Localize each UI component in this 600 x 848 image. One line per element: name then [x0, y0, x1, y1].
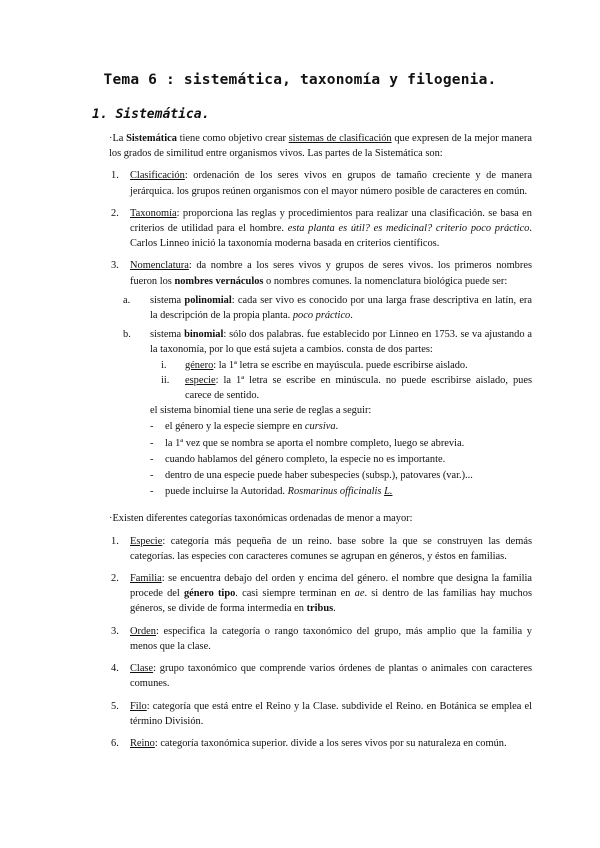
list-text: : la 1ª letra se escribe en mayúscula. puede escribirse aislado. — [213, 359, 468, 371]
list-term: Familia — [130, 573, 162, 585]
rule-item — [150, 436, 532, 451]
dash-bullet: - — [150, 437, 154, 449]
list-text: . Carlos Linneo inició la taxonomía moderna basada en criterios científicos. — [130, 223, 532, 250]
dash-bullet: - — [150, 470, 154, 482]
list-text: : grupo taxonómico que comprende varios órdenes de plantas o animales con caracteres comunes. — [130, 663, 532, 690]
list-item-clase — [109, 661, 532, 691]
dash-bullet: - — [150, 486, 154, 498]
list-number: 1. — [111, 535, 119, 547]
rule-text: el género y la especie siempre en — [165, 421, 305, 433]
list-number: 1. — [111, 170, 119, 182]
list-number: 3. — [111, 625, 119, 637]
intro-text: ·La — [109, 133, 127, 144]
intro-bold-term: Sistemática — [126, 133, 177, 144]
list-term: Filo — [130, 700, 147, 712]
list-item-taxonomia — [109, 206, 532, 252]
list-item-orden — [109, 624, 532, 654]
rule-italic-text: cursiva — [304, 421, 336, 433]
list-item-especie-category — [109, 534, 532, 564]
intro-text: tiene como objetivo crear — [176, 133, 289, 144]
list-text: . casi siempre terminan en — [235, 588, 355, 600]
list-number: 3. — [111, 260, 119, 272]
nomenclature-types-list — [109, 293, 532, 403]
list-text: : categoría que está entre el Reino y la Clase. subdivide el Reino. en Botánica se emplea el término División. — [130, 700, 532, 727]
list-bold-text: género tipo — [183, 588, 236, 600]
list-text: . — [350, 310, 353, 322]
dash-bullet: - — [150, 453, 154, 465]
list-text: : categoría más pequeña de un reino. base sobre la que se construyen las demás categorías. las especies con caracteres comunes se agrupan en géneros, y éstos en familias. — [130, 535, 532, 562]
list-item-polinomial — [109, 293, 532, 323]
list-italic-text: poco práctico — [292, 310, 351, 322]
list-roman-number: ii. — [161, 374, 170, 386]
list-number: 5. — [111, 700, 119, 712]
list-term: Nomenclatura — [130, 260, 189, 272]
list-term: Orden — [130, 625, 156, 637]
list-text: : ordenación de los seres vivos en grupos de tamaño creciente y de manera jerárquica. los grupos reúnen organismos con el mayor número posible de caracteres en común. — [130, 170, 532, 197]
list-text: sistema — [150, 294, 185, 306]
rule-item — [150, 484, 532, 499]
list-text: sistema — [150, 329, 185, 341]
list-item-nomenclatura — [109, 258, 532, 499]
list-term: Taxonomía — [130, 207, 177, 219]
rule-text: cuando hablamos del género completo, la especie no es importante. — [165, 453, 446, 465]
list-number: 2. — [111, 207, 119, 219]
categories-intro: ·Existen diferentes categorías taxonómicas ordenadas de menor a mayor: — [109, 513, 413, 525]
intro-paragraph — [109, 131, 532, 161]
list-text: : da nombre a los seres vivos y grupos de seres vivos. los primeros nombres fueron los — [130, 260, 532, 287]
list-item-clasificacion — [109, 168, 532, 198]
list-item-familia — [109, 571, 532, 617]
list-item-binomial — [109, 327, 532, 403]
rule-item — [150, 468, 532, 483]
list-bold-text: polinomial — [184, 294, 232, 306]
list-italic-text: ae — [354, 588, 365, 600]
list-letter: a. — [123, 294, 131, 306]
list-italic-text: esta planta es útil? es medicinal? criterio poco práctico — [287, 223, 530, 235]
dash-bullet: - — [150, 421, 154, 433]
list-item-filo — [109, 699, 532, 729]
list-term: Clase — [130, 663, 154, 675]
list-item-reino — [109, 736, 532, 751]
list-text: : se encuentra debajo del orden y encima del género. el nombre que designa la familia procede del — [130, 573, 532, 600]
list-bold-text: nombres vernáculos — [174, 275, 264, 287]
intro-underlined-term: sistemas de clasificación — [288, 133, 392, 144]
list-item-especie — [150, 373, 532, 403]
categories-list — [109, 534, 532, 751]
list-text: . — [333, 603, 336, 615]
sistematica-parts-list — [109, 168, 532, 499]
list-letter: b. — [123, 329, 131, 341]
list-number: 6. — [111, 737, 119, 749]
rule-italic-text: Rosmarinus officinalis — [287, 486, 382, 498]
list-number: 4. — [111, 663, 119, 675]
list-number: 2. — [111, 573, 119, 585]
list-item-genero — [150, 358, 532, 373]
list-text: o nombres comunes. la nomenclatura biológica puede ser: — [263, 275, 508, 287]
list-text: : sólo dos palabras. fue establecido por Linneo en 1753. se va ajustando a la taxonomía, por lo que está sujeta a cambios. consta de dos partes: — [150, 329, 533, 356]
list-bold-text: tribus — [306, 603, 334, 615]
list-roman-number: i. — [161, 359, 167, 371]
rules-intro: el sistema binomial tiene una serie de reglas a seguir: — [150, 405, 372, 417]
list-text: : categoría taxonómica superior. divide a los seres vivos por su naturaleza en común. — [154, 737, 507, 749]
list-text: : proporciona las reglas y procedimientos para realizar una clasificación. se basa en criterios de utilidad para el hombre. — [130, 207, 532, 235]
rule-text: . — [335, 421, 339, 433]
rule-item — [150, 452, 532, 467]
list-bold-text: binomial — [184, 329, 224, 341]
rule-underlined-italic-text: L. — [384, 486, 393, 498]
list-term: Clasificación — [130, 170, 185, 182]
list-term: género — [185, 359, 214, 371]
rule-text: la 1ª vez que se nombra se aporta el nombre completo, luego se abrevia. — [165, 437, 465, 449]
list-term: Reino — [130, 737, 155, 749]
intro-text: que expresen de la mejor manera los grados de similitud entre organismos vivos. Las partes de la Sistemática son: — [109, 133, 532, 160]
binomial-rules-list — [150, 419, 532, 499]
section-heading: 1. Sistemática. — [92, 107, 210, 122]
list-text: . si dentro de las familias hay muchos géneros, se divide de forma intermedia en — [130, 588, 532, 615]
list-text: : especifica la categoría o rango taxonómico del grupo, más amplio que la familia y menos que la clase. — [130, 625, 532, 652]
list-text: : cada ser vivo es conocido por una larga frase descriptiva en latín, era la descripción de la propia planta. — [150, 294, 533, 322]
list-text: : la 1ª letra se escribe en minúscula. no puede escribirse aislado, pues carece de sentido. — [185, 374, 532, 402]
rule-item — [150, 419, 532, 434]
rule-text: puede incluirse la Autoridad. — [165, 486, 288, 498]
page-title: Tema 6 : sistemática, taxonomía y filogenia. — [103, 72, 497, 88]
document-body — [109, 131, 532, 751]
rule-text: dentro de una especie puede haber subespecies (subsp.), patovares (var.)... — [165, 470, 473, 482]
binomial-parts-list — [150, 358, 532, 404]
list-term: Especie — [130, 535, 163, 547]
list-term: especie — [185, 374, 216, 386]
